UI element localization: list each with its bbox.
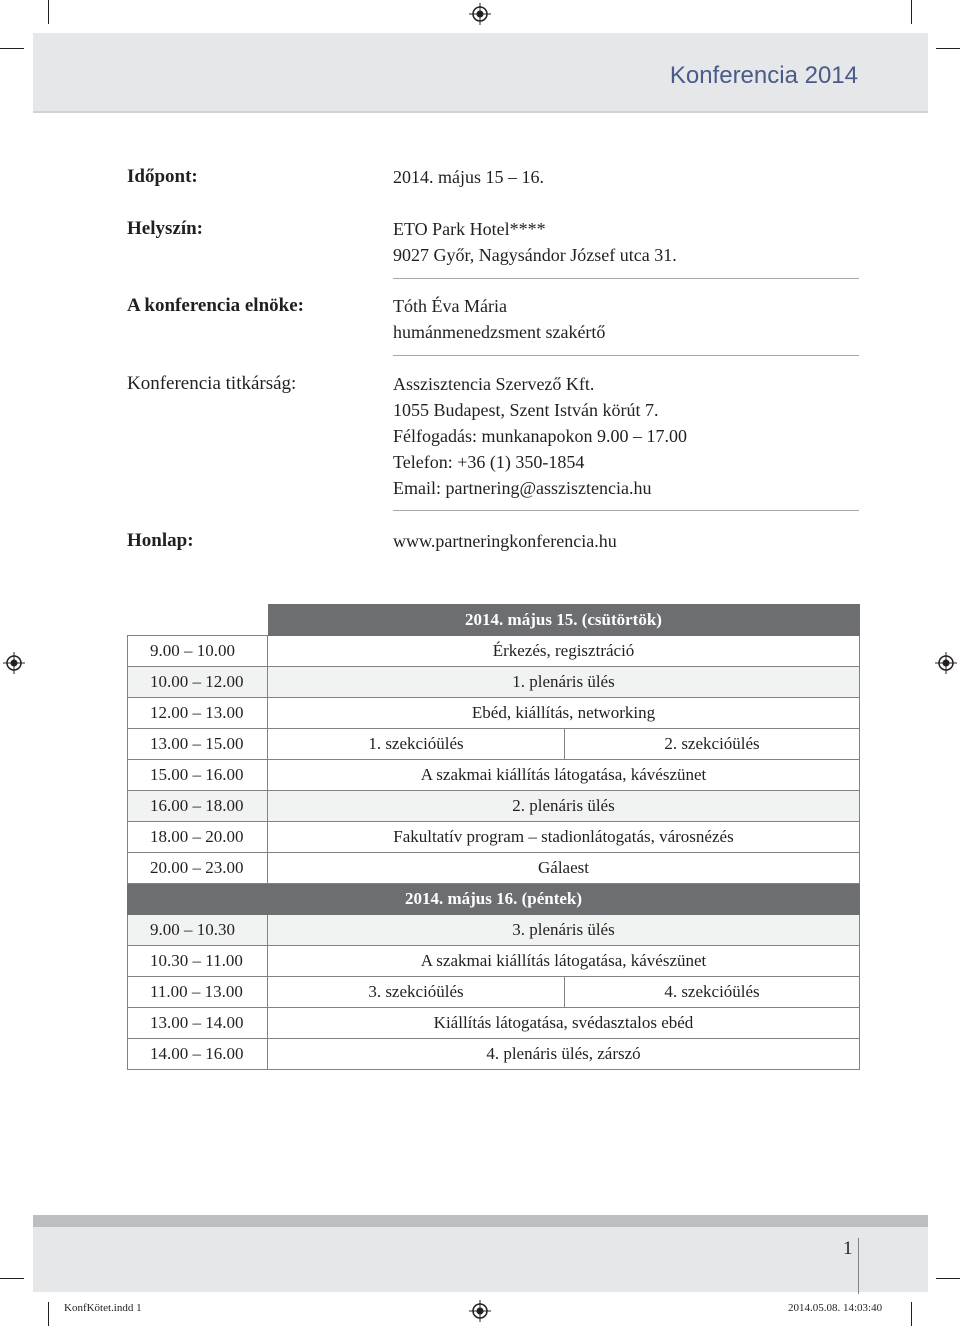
crop-mark	[0, 48, 24, 49]
time-cell: 12.00 – 13.00	[128, 698, 268, 729]
crop-mark	[911, 1302, 912, 1326]
secretariat-line: 1055 Budapest, Szent István körút 7.	[393, 400, 659, 420]
page-number: 1	[843, 1238, 853, 1259]
event-cell: Ebéd, kiállítás, networking	[268, 698, 860, 729]
website-label: Honlap:	[127, 530, 194, 551]
event-cell: Kiállítás látogatása, svédasztalos ebéd	[268, 1008, 860, 1039]
date-value: 2014. május 15 – 16.	[393, 167, 544, 187]
secretariat-label: Konferencia titkárság:	[127, 373, 297, 394]
crop-mark	[911, 0, 912, 24]
page-number-rule	[858, 1238, 859, 1294]
table-row	[128, 946, 860, 977]
table-row	[128, 729, 860, 760]
table-row	[128, 1008, 860, 1039]
secretariat-value	[393, 371, 687, 501]
registration-mark-icon	[3, 652, 25, 674]
event-cell: 3. szekcióülés	[268, 977, 565, 1008]
table-row	[128, 698, 860, 729]
time-cell: 15.00 – 16.00	[128, 760, 268, 791]
venue-line: 9027 Győr, Nagysándor József utca 31.	[393, 245, 677, 265]
registration-mark-icon	[469, 3, 491, 25]
crop-mark	[48, 1302, 49, 1326]
day-header-row	[128, 884, 860, 915]
day1-header: 2014. május 15. (csütörtök)	[268, 605, 860, 636]
secretariat-line: Félfogadás: munkanapokon 9.00 – 17.00	[393, 426, 687, 446]
time-cell: 10.00 – 12.00	[128, 667, 268, 698]
crop-mark	[936, 48, 960, 49]
event-cell: 2. plenáris ülés	[268, 791, 860, 822]
venue-value	[393, 216, 677, 268]
table-row	[128, 822, 860, 853]
time-cell: 9.00 – 10.30	[128, 915, 268, 946]
table-row	[128, 667, 860, 698]
chair-line: humánmenedzsment szakértő	[393, 322, 606, 342]
event-cell: 4. plenáris ülés, zárszó	[268, 1039, 860, 1070]
table-row	[128, 636, 860, 667]
event-cell: 1. szekcióülés	[268, 729, 565, 760]
slug-date: 2014.05.08. 14:03:40	[788, 1302, 883, 1314]
table-row	[128, 760, 860, 791]
chair-line: Tóth Éva Mária	[393, 296, 507, 316]
day2-header: 2014. május 16. (péntek)	[128, 884, 860, 915]
secretariat-line: Email: partnering@asszisztencia.hu	[393, 478, 652, 498]
event-cell: A szakmai kiállítás látogatása, kávészünet	[268, 946, 860, 977]
schedule-table	[127, 604, 860, 1070]
event-cell: Gálaest	[268, 853, 860, 884]
event-cell: 2. szekcióülés	[565, 729, 860, 760]
day-header-row	[128, 605, 860, 636]
time-cell: 13.00 – 15.00	[128, 729, 268, 760]
table-row	[128, 915, 860, 946]
divider	[393, 510, 859, 511]
footer-band	[33, 1227, 928, 1292]
page-title: Konferencia 2014	[669, 62, 858, 89]
registration-mark-icon	[469, 1300, 491, 1322]
crop-mark	[48, 0, 49, 24]
crop-mark	[0, 1278, 24, 1279]
table-row	[128, 791, 860, 822]
registration-mark-icon	[935, 652, 957, 674]
divider	[393, 278, 859, 279]
date-label: Időpont:	[127, 166, 198, 187]
footer-band-rule	[33, 1215, 928, 1227]
time-cell: 20.00 – 23.00	[128, 853, 268, 884]
venue-label: Helyszín:	[127, 218, 203, 239]
secretariat-line: Asszisztencia Szervező Kft.	[393, 374, 595, 394]
table-row	[128, 1039, 860, 1070]
time-cell: 13.00 – 14.00	[128, 1008, 268, 1039]
event-cell: 3. plenáris ülés	[268, 915, 860, 946]
time-cell: 9.00 – 10.00	[128, 636, 268, 667]
venue-line: ETO Park Hotel****	[393, 219, 546, 239]
chair-value	[393, 293, 605, 345]
website-link[interactable]: www.partneringkonferencia.hu	[393, 531, 617, 551]
divider	[393, 355, 859, 356]
header-band-rule	[33, 111, 928, 113]
chair-label: A konferencia elnöke:	[127, 295, 304, 316]
slug-file: KonfKötet.indd 1	[64, 1302, 142, 1314]
event-cell: 1. plenáris ülés	[268, 667, 860, 698]
time-cell: 18.00 – 20.00	[128, 822, 268, 853]
table-row	[128, 853, 860, 884]
time-cell: 16.00 – 18.00	[128, 791, 268, 822]
event-cell: Érkezés, regisztráció	[268, 636, 860, 667]
time-cell: 14.00 – 16.00	[128, 1039, 268, 1070]
time-cell: 11.00 – 13.00	[128, 977, 268, 1008]
event-cell: A szakmai kiállítás látogatása, kávészünet	[268, 760, 860, 791]
time-cell: 10.30 – 11.00	[128, 946, 268, 977]
event-cell: Fakultatív program – stadionlátogatás, városnézés	[268, 822, 860, 853]
crop-mark	[936, 1278, 960, 1279]
event-cell: 4. szekcióülés	[565, 977, 860, 1008]
table-row	[128, 977, 860, 1008]
secretariat-line: Telefon: +36 (1) 350-1854	[393, 452, 585, 472]
